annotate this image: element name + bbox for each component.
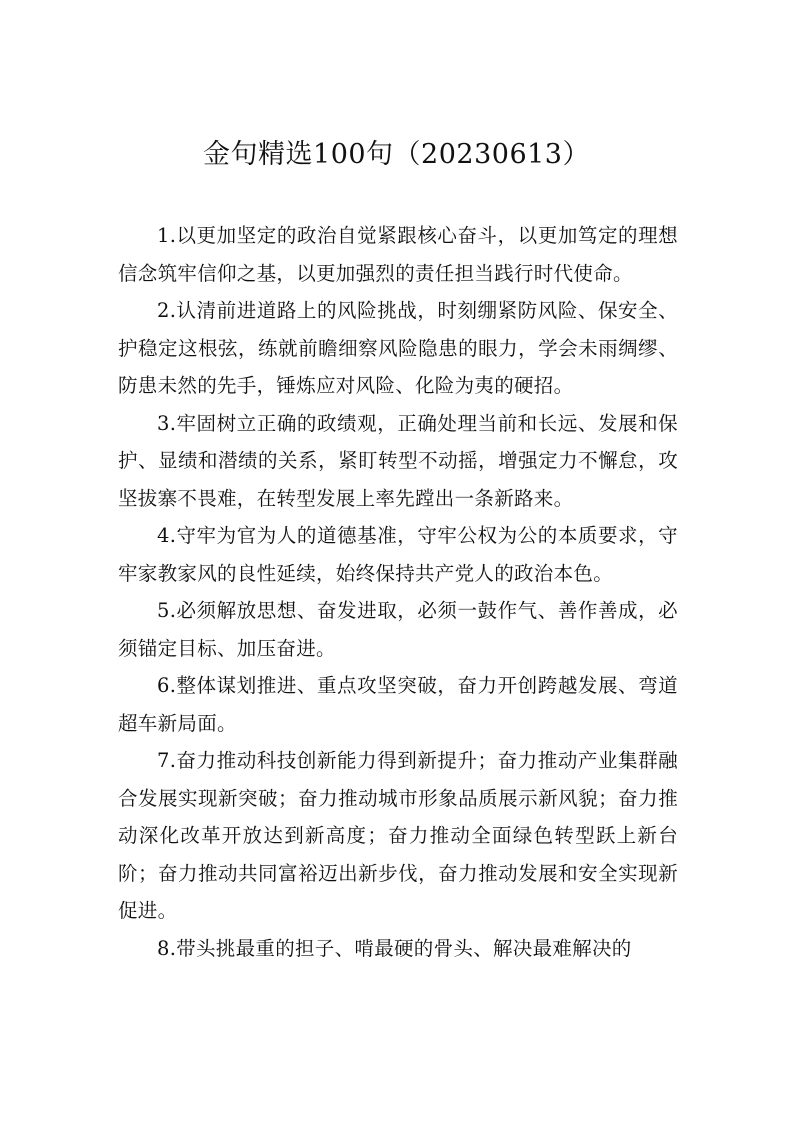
quote-paragraph-2: 2.认清前进道路上的风险挑战，时刻绷紧防风险、保安全、护稳定这根弦，练就前瞻细察风险隐患的眼力，学会未雨绸缪、防患未然的先手，锤炼应对风险、化险为夷的硬招。 — [118, 299, 678, 397]
quote-paragraph-5: 5.必须解放思想、奋发进取，必须一鼓作气、善作善成，必须锚定目标、加压奋进。 — [118, 599, 678, 660]
quote-paragraph-1: 1.以更加坚定的政治自觉紧跟核心奋斗，以更加笃定的理想信念筑牢信仰之基，以更加强烈的责任担当践行时代使命。 — [118, 224, 678, 285]
quote-paragraph-4: 4.守牢为官为人的道德基准，守牢公权为公的本质要求，守牢家教家风的良性延续，始终保持共产党人的政治本色。 — [118, 524, 678, 585]
quote-paragraph-8: 8.带头挑最重的担子、啃最硬的骨头、解决最难解决的 — [157, 936, 632, 960]
document-title: 金句精选100句（20230613） — [203, 139, 590, 170]
quote-paragraph-7: 7.奋力推动科技创新能力得到新提升；奋力推动产业集群融合发展实现新突破；奋力推动城市形象品质展示新风貌；奋力推动深化改革开放达到新高度；奋力推动全面绿色转型跃上新台阶；奋力推动共同富裕迈出新步伐，奋力推动发展和安全实现新促进。 — [118, 749, 678, 922]
document-body — [118, 217, 678, 967]
quote-paragraph-6: 6.整体谋划推进、重点攻坚突破，奋力开创跨越发展、弯道超车新局面。 — [118, 674, 678, 735]
quote-paragraph-3: 3.牢固树立正确的政绩观，正确处理当前和长远、发展和保护、显绩和潜绩的关系，紧盯转型不动摇，增强定力不懈怠，攻坚拔寨不畏难，在转型发展上率先蹚出一条新路来。 — [118, 411, 678, 510]
